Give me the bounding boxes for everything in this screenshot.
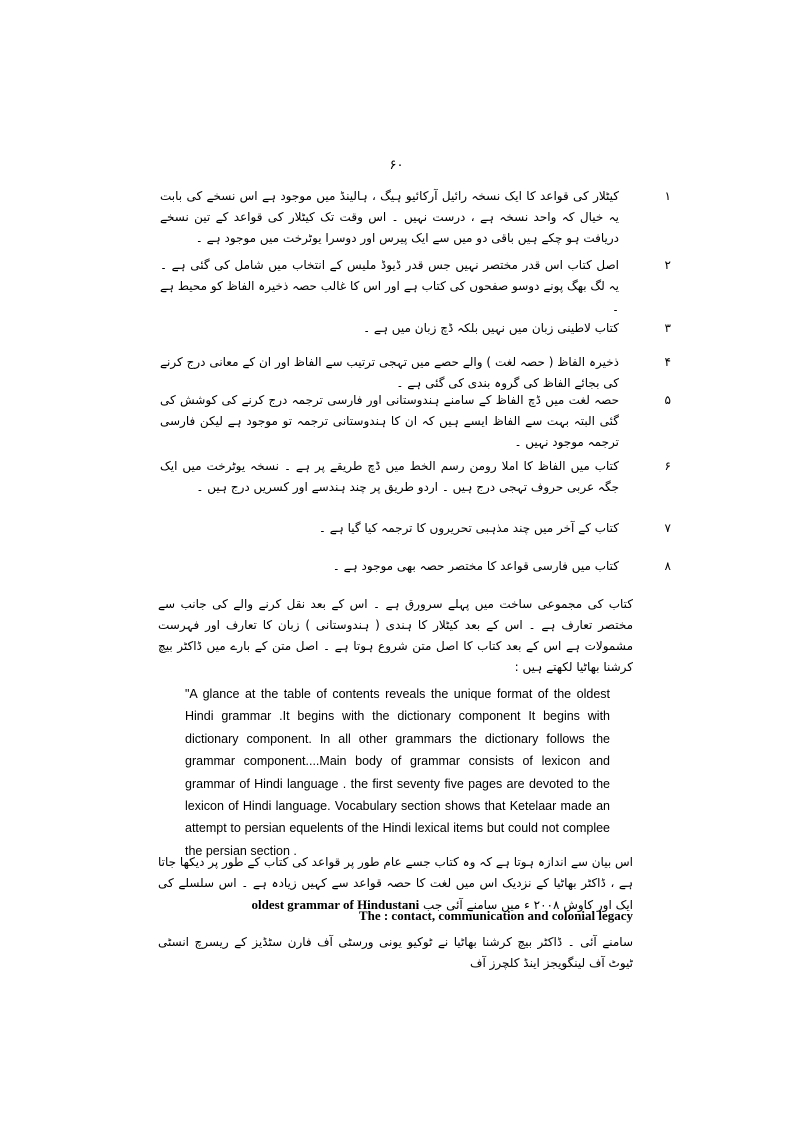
list-item-number: ۲ [664,258,671,272]
list-item [0,456,671,498]
list-item [0,352,671,394]
list-item-text: ذخیرہ الفاظ ( حصہ لغت ) والے حصے میں تہجی ترتیب سے الفاظ اور ان کے معانی درج کرنے کی بجائے الفاظ کی گروہ بندی کی گئی ہے ۔ [160,355,619,390]
list-item-number: ۶ [664,459,671,473]
list-item-text: کتاب لاطینی زبان میں نہیں بلکہ ڈچ زبان میں ہے ۔ [363,321,619,335]
list-item-number: ۳ [664,321,671,335]
block-quote: "A glance at the table of contents reveals the unique format of the oldest Hindi grammar .It begins with the dictionary component It begins with dictionary component. In all other grammars the dictionary follows the grammar component....Main body of grammar consists of lexicon and grammar of Hindi language . the first seventy five pages are devoted to the lexicon of Hindi language. Vocabulary section shows that Ketelaar made an attempt to persian equelents of the Hindi lexical items but could not complee the persian section . [185,687,610,858]
list-item [0,318,671,339]
body-paragraph-2 [158,852,633,916]
body-paragraph: کتاب کی مجموعی ساخت میں پہلے سرورق ہے ۔ اس کے بعد نقل کرنے والے کی جانب سے مختصر تعارف ہے ۔ اس کے بعد کیٹلار کا ہندی ( ہندوستانی ) زبان کا تعارف اور فہرست مشمولات ہے اس کے بعد کتاب کا اصل متن شروع ہوتا ہے ۔ اصل متن کے بارے میں ڈاکٹر بیچ کرشنا بھاٹیا لکھتے ہیں : [158,597,633,674]
list-item [0,556,671,577]
list-item [0,186,671,249]
body-paragraph-3: سامنے آئی ۔ ڈاکٹر بیچ کرشنا بھاٹیا نے ٹوکیو یونی ورسٹی آف فارن سٹڈیز کے ریسرچ انسٹی ٹیوٹ آف لینگویجز اینڈ کلچرز آف [158,935,633,970]
list-item-text: کتاب میں فارسی قواعد کا مختصر حصہ بھی موجود ہے ۔ [332,559,619,573]
list-item-number: ۵ [664,393,671,407]
english-title-line: The : contact, communication and colonial legacy [358,908,633,923]
list-item [0,255,671,318]
list-item-number: ۸ [664,559,671,573]
list-item-text: حصہ لغت میں ڈچ الفاظ کے سامنے ہندوستانی اور فارسی ترجمہ درج کرنے کی کوشش کی گئی البتہ بہت سے الفاظ ایسے ہیں کہ ان کا ہندوستانی ترجمہ تو موجود ہے لیکن فارسی ترجمہ موجود نہیں ۔ [160,393,619,449]
list-item-text: کیٹلار کی قواعد کا ایک نسخہ رائیل آرکائیو ہیگ ، ہالینڈ میں موجود ہے اس نسخے کی بابت یہ خیال کہ واحد نسخہ ہے ، درست نہیں ۔ اس وقت تک کیٹلار کی قواعد کے تین نسخے دریافت ہو چکے ہیں باقی دو میں سے ایک پیرس اور دوسرا یوٹرخت میں موجود ہے ۔ [160,189,619,245]
list-item-text: کتاب کے آخر میں چند مذہبی تحریروں کا ترجمہ کیا گیا ہے ۔ [318,521,619,535]
list-item [0,518,671,539]
list-item [0,390,671,453]
list-item-text: کتاب میں الفاظ کا املا رومن رسم الخط میں ڈچ طریقے پر ہے ۔ نسخہ یوٹرخت میں ایک جگہ عربی حروف تہجی درج ہیں ۔ اردو طریق پر چند ہندسے اور کسریں درج ہیں ۔ [160,459,619,494]
paragraph-text: اس بیان سے اندازہ ہوتا ہے کہ وہ کتاب جسے عام طور پر قواعد کی کتاب کے طور پر دیکھا جاتا ہے ، ڈاکٹر بھاٹیا کے نزدیک اس میں لغت کا حصہ قواعد سے کہیں زیادہ ہے ۔ اس سلسلے کی ایک اور کاوش ۲۰۰۸ ء میں سامنے آئی جب [158,855,633,912]
list-item-number: ۱ [664,189,671,203]
list-item-number: ۴ [664,355,671,369]
page-number: ۶۰ [389,158,404,173]
english-title-fragment: oldest grammar of Hindustani [251,897,420,912]
list-item-text: اصل کتاب اس قدر مختصر نہیں جس قدر ڈیوڈ ملیس کے انتخاب میں شامل کی گئی ہے ۔ یہ لگ بھگ پونے دوسو صفحوں کی کتاب ہے اور اس کا غالب حصہ ذخیرہ الفاظ کو محیط ہے ۔ [160,258,619,314]
list-item-number: ۷ [664,521,671,535]
